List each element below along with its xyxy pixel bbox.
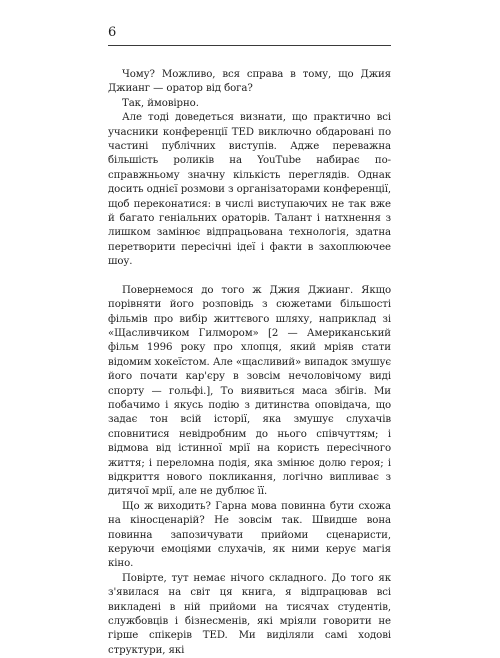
paragraph-3: Але тоді доведеться визнати, що практично всі учасники конференції TED виключно обдаровані по частині публічних виступів. Адже переважна більшість роликів на YouTube набирає по-справжньому значну кількість переглядів. Однак досить однієї розмови з організаторами конференції, щоб переконатися: в числі виступаючих не так вже й багато геніальних ораторів. Талант і натхнення з лишком замінює відпрацьована технологія, здатна перетворити пересічні ідеї і факти в захоплюючее шоу. bbox=[108, 112, 391, 268]
header-rule bbox=[108, 45, 391, 46]
paragraph-6: Повірте, тут немає нічого складного. До того як з'явилася на світ ця книга, я відпрацював всі викладені в ній прийоми на тисячах студентів, службовців і бізнесменів, які мріяли говорити не гірше спікерів TED. Ми виділяли самі ходові структури, які bbox=[108, 572, 391, 656]
section-gap bbox=[108, 270, 391, 284]
body-text bbox=[108, 68, 391, 658]
paragraph-1: Чому? Можливо, вся справа в тому, що Джия Джианг — оратор від бога? bbox=[108, 69, 391, 95]
page-number: 6 bbox=[108, 25, 117, 40]
paragraph-2: Так, ймовірно. bbox=[122, 97, 199, 109]
paragraph-5: Що ж виходить? Гарна мова повинна бути схожа на кіносценарій? Не зовсім так. Швидше вона повинна запозичувати прийоми сценаристи, керуючи емоціями слухачів, як ними керує магія кіно. bbox=[108, 500, 391, 570]
paragraph-4: Повернемося до того ж Джия Джианг. Якщо порівняти його розповідь з сюжетами більшості фільмів про вибір життєвого шляху, наприклад зі «Щасливчиком Гилмором» [2 — Американський фільм 1996 року про хлопця, який мріяв стати відомим хокеїстом. Але «щасливий» випадок змушує його почати кар'єру в зовсім нечоловічому виді спорту — гольфі.], То виявиться маса збігів. Ми побачимо і якусь подію з дитинства оповідача, що задає тон всій історії, яка змушує слухачів сповнитися невідробним до нього співчуттям; і відмова від істинної мрії на користь пересічного життя; і переломна подія, яка змінює долю героя; і відкриття нового покликання, логічно випливає з дитячої мрії, але не дублює її. bbox=[108, 284, 391, 498]
